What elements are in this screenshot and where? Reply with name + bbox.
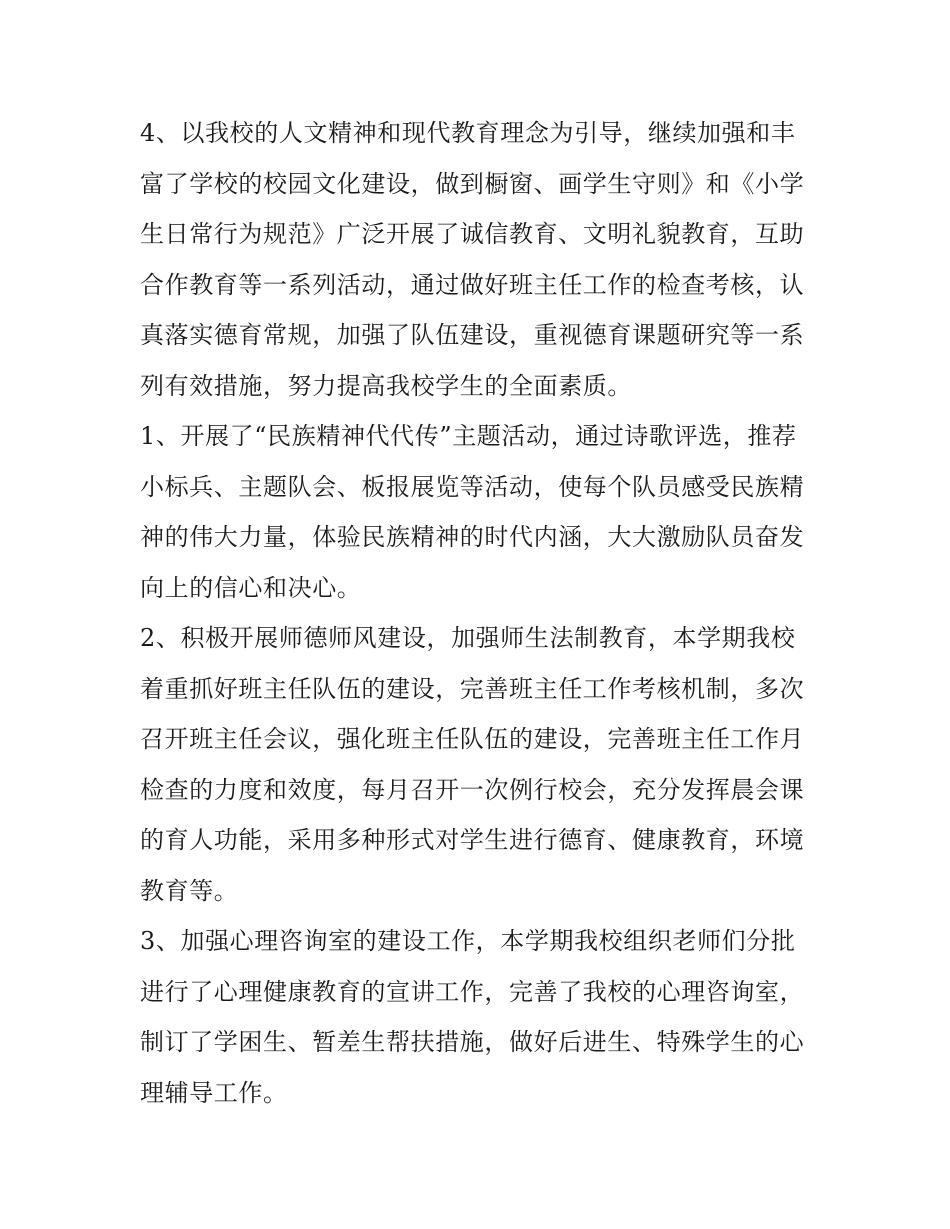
text-line: 向上的信心和决心。 — [140, 573, 362, 602]
text-line: 的育人功能，采用多种形式对学生进行德育、健康教育，环境 — [140, 826, 805, 854]
text-line: 3、加强心理咨询室的建设工作，本学期我校组织老师们分批 — [140, 927, 796, 955]
text-line: 着重抓好班主任队伍的建设，完善班主任工作考核机制，多次 — [140, 674, 805, 703]
text-line: 2、积极开展师德师风建设，加强师生法制教育，本学期我校 — [140, 624, 796, 652]
text-line: 教育等。 — [140, 876, 239, 905]
text-line: 1、开展了“民族精神代代传”主题活动，通过诗歌评选，推荐 — [140, 422, 797, 450]
text-line: 小标兵、主题队会、板报展览等活动，使每个队员感受民族精 — [140, 472, 805, 501]
text-line: 4、以我校的人文精神和现代教育理念为引导，继续加强和丰 — [140, 119, 796, 147]
text-line: 进行了心理健康教育的宣讲工作，完善了我校的心理咨询室， — [140, 977, 805, 1006]
text-line: 真落实德育常规，加强了队伍建设，重视德育课题研究等一系 — [140, 321, 805, 349]
text-line: 制订了学困生、暂差生帮扶措施，做好后进生、特殊学生的心 — [140, 1028, 805, 1056]
text-line: 神的伟大力量，体验民族精神的时代内涵，大大激励队员奋发 — [140, 523, 805, 551]
text-line: 富了学校的校园文化建设，做到橱窗、画学生守则》和《小学 — [140, 169, 805, 198]
text-line: 检查的力度和效度，每月召开一次例行校会，充分发挥晨会课 — [140, 775, 805, 804]
text-line: 召开班主任会议，强化班主任队伍的建设，完善班主任工作月 — [140, 725, 805, 753]
text-line: 合作教育等一系列活动，通过做好班主任工作的检查考核，认 — [140, 270, 805, 299]
text-line: 列有效措施，努力提高我校学生的全面素质。 — [140, 371, 632, 400]
document-body — [140, 108, 820, 1118]
text-line: 生日常行为规范》广泛开展了诚信教育、文明礼貌教育，互助 — [140, 220, 805, 248]
text-line: 理辅导工作。 — [140, 1078, 288, 1107]
